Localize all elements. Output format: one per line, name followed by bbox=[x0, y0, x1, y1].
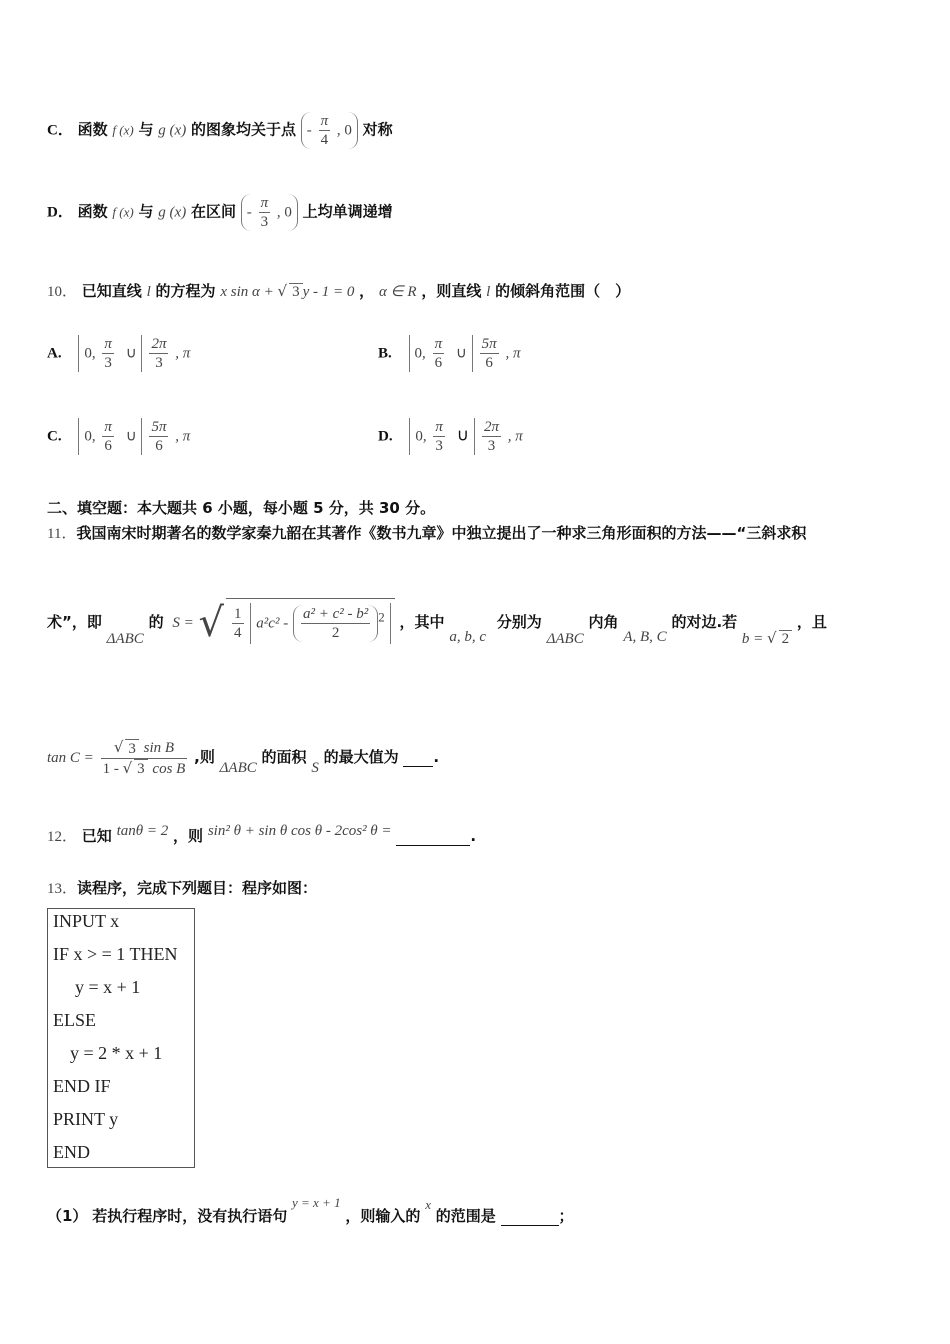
frac-den: 6 bbox=[104, 438, 112, 454]
area-s: S bbox=[311, 760, 319, 776]
point-paren bbox=[301, 112, 358, 149]
fraction bbox=[149, 418, 168, 455]
condition: tanθ = 2 bbox=[116, 823, 169, 839]
a2c2: a²c² - bbox=[256, 615, 289, 632]
option-label: C． bbox=[47, 122, 73, 139]
fraction bbox=[102, 335, 114, 372]
sides-abc: a, b, c bbox=[449, 629, 487, 645]
text: 对称 bbox=[362, 120, 393, 139]
program-box bbox=[47, 908, 195, 1168]
question-13-sub1 bbox=[47, 1195, 574, 1226]
one-minus: 1 - bbox=[102, 760, 123, 777]
text: 函数 bbox=[77, 202, 108, 221]
option-label: C. bbox=[47, 428, 62, 445]
inner-paren bbox=[293, 605, 378, 642]
interval-left bbox=[409, 335, 452, 372]
code-line: INPUT x bbox=[53, 911, 120, 931]
question-number: 10． bbox=[47, 284, 78, 300]
minus-sign: - bbox=[306, 122, 312, 139]
interval-tail: , π bbox=[175, 345, 191, 362]
question-11-line1 bbox=[47, 522, 806, 543]
text: 的面积 bbox=[261, 748, 307, 766]
fraction bbox=[259, 194, 271, 231]
sqrt-value: 3 bbox=[134, 759, 148, 778]
big-sqrt bbox=[226, 598, 395, 648]
frac-num: 2π bbox=[483, 419, 499, 435]
text: 我国南宋时期著名的数学家秦九韶在其著作《数书九章》中独立提出了一种求三角形面积的方法——“三斜求积 bbox=[76, 524, 807, 542]
q10-option-d bbox=[378, 418, 528, 455]
frac-num: 5π bbox=[481, 336, 497, 352]
text: ， bbox=[359, 282, 375, 300]
fraction bbox=[482, 418, 501, 455]
frac-den: 6 bbox=[485, 355, 493, 371]
q10-option-a bbox=[47, 335, 195, 372]
frac-den: 3 bbox=[260, 214, 269, 230]
fraction bbox=[433, 335, 445, 372]
frac-num: π bbox=[260, 195, 269, 211]
interval-right bbox=[472, 335, 526, 372]
math-g: g (x) bbox=[158, 204, 187, 221]
sqrt-value: 2 bbox=[779, 630, 793, 648]
q10-option-c bbox=[47, 418, 195, 455]
frac-den: 2 bbox=[331, 625, 340, 641]
section-title: 二、填空题：本大题共 6 小题，每小题 5 分，共 30 分。 bbox=[47, 499, 436, 517]
text: ，则输入的 bbox=[345, 1207, 421, 1225]
option-label: D. bbox=[378, 428, 393, 445]
frac-den: 4 bbox=[234, 625, 242, 641]
option-label: B. bbox=[378, 345, 392, 362]
fraction bbox=[480, 335, 499, 372]
math-l: l bbox=[146, 284, 151, 300]
fraction bbox=[319, 112, 331, 149]
text: 函数 bbox=[77, 120, 108, 139]
text: 的最大值为 bbox=[323, 748, 399, 766]
fraction bbox=[301, 605, 370, 642]
text: 与 bbox=[138, 120, 154, 139]
option-d-functions bbox=[47, 194, 393, 231]
question-number: 12． bbox=[47, 829, 78, 845]
code-line: y = 2 * x + 1 bbox=[70, 1043, 163, 1063]
text: 若执行程序时，没有执行语句 bbox=[92, 1207, 288, 1225]
text: 的范围是 bbox=[435, 1207, 496, 1225]
interval-left bbox=[78, 418, 121, 455]
equation-part: x sin α + bbox=[220, 284, 278, 300]
math-g: g (x) bbox=[158, 122, 187, 139]
text: 内角 bbox=[588, 613, 619, 631]
angles-abc: A, B, C bbox=[623, 629, 667, 645]
code-line: IF x > = 1 THEN bbox=[53, 944, 178, 964]
text: 已知 bbox=[81, 827, 112, 845]
semicolon: ； bbox=[558, 1207, 574, 1225]
frac-den: 3 bbox=[487, 438, 496, 454]
point-tail: , 0 bbox=[336, 122, 352, 139]
interval-tail: , π bbox=[507, 428, 523, 445]
text: 的对边.若 bbox=[671, 613, 738, 631]
frac-den: 1 - √ 3 cos B bbox=[102, 758, 186, 777]
question-11-tan bbox=[47, 738, 439, 778]
superscript: 2 bbox=[378, 609, 385, 625]
text: 在区间 bbox=[190, 202, 236, 221]
question-13 bbox=[47, 877, 317, 898]
math-l: l bbox=[486, 284, 491, 300]
text: ，则直线 bbox=[421, 282, 482, 300]
answer-blank[interactable] bbox=[396, 827, 470, 846]
q10-option-b bbox=[378, 335, 525, 372]
triangle-abc: ΔABC bbox=[219, 760, 257, 776]
interval-right bbox=[474, 418, 528, 455]
code-line: END IF bbox=[53, 1076, 111, 1096]
frac-den: 3 bbox=[435, 438, 443, 454]
fraction bbox=[102, 418, 114, 455]
text: 的倾斜角范围（ ） bbox=[495, 282, 631, 300]
interval-tail: , π bbox=[505, 345, 521, 362]
triangle-abc: ΔABC bbox=[106, 631, 144, 647]
question-10: 10． 已知直线 l 的方程为 x sin α + √ 3 y - 1 = 0 ， α ∈ R ，则直线 l 的倾斜角范围（ ） bbox=[47, 282, 631, 300]
sin-b: sin B bbox=[143, 740, 175, 756]
sqrt-value: 3 bbox=[289, 283, 303, 301]
cos-b: cos B bbox=[152, 760, 186, 777]
frac-den: 6 bbox=[155, 438, 163, 454]
code-line: y = x + 1 bbox=[75, 977, 141, 997]
text: ，其中 bbox=[399, 613, 445, 631]
frac-num: π bbox=[104, 336, 112, 352]
text: 的方程为 bbox=[155, 282, 216, 300]
triangle-abc: ΔABC bbox=[546, 631, 584, 647]
frac-den: 6 bbox=[434, 355, 443, 371]
bracket bbox=[250, 603, 390, 644]
interval-tail: , π bbox=[175, 428, 191, 445]
text: 上均单调递增 bbox=[302, 202, 393, 221]
interval-left bbox=[409, 418, 452, 455]
period: . bbox=[433, 748, 440, 766]
frac-den: 3 bbox=[155, 355, 163, 371]
frac-num: 1 bbox=[234, 606, 242, 622]
code-line: PRINT y bbox=[53, 1109, 119, 1129]
text: 的 bbox=[148, 613, 164, 631]
answer-blank[interactable] bbox=[403, 748, 433, 767]
math-f: f (x) bbox=[112, 122, 134, 138]
frac-num: a² + c² - b² bbox=[302, 606, 369, 622]
sub-label: （1） bbox=[47, 1207, 88, 1225]
frac-num: 2π bbox=[151, 336, 167, 352]
text: 的图象均关于点 bbox=[190, 120, 296, 139]
frac-den: 3 bbox=[104, 355, 112, 371]
union-symbol: ∪ bbox=[125, 428, 137, 445]
math-f: f (x) bbox=[112, 204, 134, 220]
fraction bbox=[149, 335, 168, 372]
union-symbol: ∪ bbox=[125, 345, 137, 362]
question-number: 13． bbox=[47, 881, 78, 897]
fraction bbox=[433, 418, 445, 455]
s-equals: S = bbox=[172, 615, 194, 631]
interval-start: 0, bbox=[84, 428, 96, 445]
interval-paren bbox=[241, 194, 298, 231]
frac-num: π bbox=[434, 336, 443, 352]
fraction bbox=[101, 738, 188, 778]
text: 已知直线 bbox=[81, 282, 142, 300]
text: ，则 bbox=[173, 827, 204, 845]
frac-num: π bbox=[320, 113, 329, 129]
frac-num: π bbox=[435, 419, 443, 435]
statement: y = x + 1 bbox=[292, 1195, 341, 1210]
option-c-functions bbox=[47, 112, 393, 149]
answer-blank[interactable] bbox=[501, 1207, 559, 1226]
frac-num: √ 3 sin B bbox=[101, 738, 188, 759]
question-11-formula: 术”，即 ΔABC 的 S = √ $\frac{1}{4}$ a²c² - $\frac{\text{a² + c² - b²}}{2}$ $^2$ ，其中 a, b, c 分别为 ΔABC 内角 A, B, C 的对边.若 b = √ 2 ，且 bbox=[47, 600, 827, 647]
text: ,则 bbox=[194, 748, 215, 766]
union-symbol: ∪ bbox=[456, 425, 470, 446]
fraction bbox=[232, 605, 244, 642]
code-line: END bbox=[53, 1142, 90, 1162]
frac-num: 5π bbox=[151, 419, 167, 435]
text: ，且 bbox=[796, 613, 827, 631]
minus-sign: - bbox=[246, 204, 252, 221]
interval-right bbox=[141, 418, 195, 455]
condition: α ∈ R bbox=[378, 284, 417, 300]
b-equals: b = bbox=[741, 631, 768, 647]
code-line: ELSE bbox=[53, 1010, 96, 1030]
question-number: 11． bbox=[47, 526, 77, 542]
interval-start: 0, bbox=[84, 345, 96, 362]
period: . bbox=[470, 827, 477, 845]
union-symbol: ∪ bbox=[455, 345, 467, 362]
expression: sin² θ + sin θ cos θ - 2cos² θ = bbox=[207, 823, 392, 839]
frac-num: π bbox=[104, 419, 112, 435]
tan-c: tan C = bbox=[47, 750, 94, 766]
interval-right bbox=[141, 335, 195, 372]
text: 术”，即 bbox=[47, 613, 102, 631]
interval-start: 0, bbox=[414, 345, 426, 362]
math-x: x bbox=[425, 1197, 431, 1212]
option-label: A. bbox=[47, 345, 62, 362]
sqrt-value: 3 bbox=[125, 739, 139, 758]
interval-left bbox=[78, 335, 121, 372]
text: 分别为 bbox=[496, 613, 542, 631]
text: 读程序，完成下列题目：程序如图： bbox=[77, 879, 318, 897]
equation-part: y - 1 = 0 bbox=[302, 284, 355, 300]
interval-tail: , 0 bbox=[276, 204, 292, 221]
frac-den: 4 bbox=[320, 132, 329, 148]
text: 与 bbox=[138, 202, 154, 221]
interval-start: 0, bbox=[415, 428, 427, 445]
question-12 bbox=[47, 825, 476, 846]
option-label: D． bbox=[47, 204, 73, 221]
